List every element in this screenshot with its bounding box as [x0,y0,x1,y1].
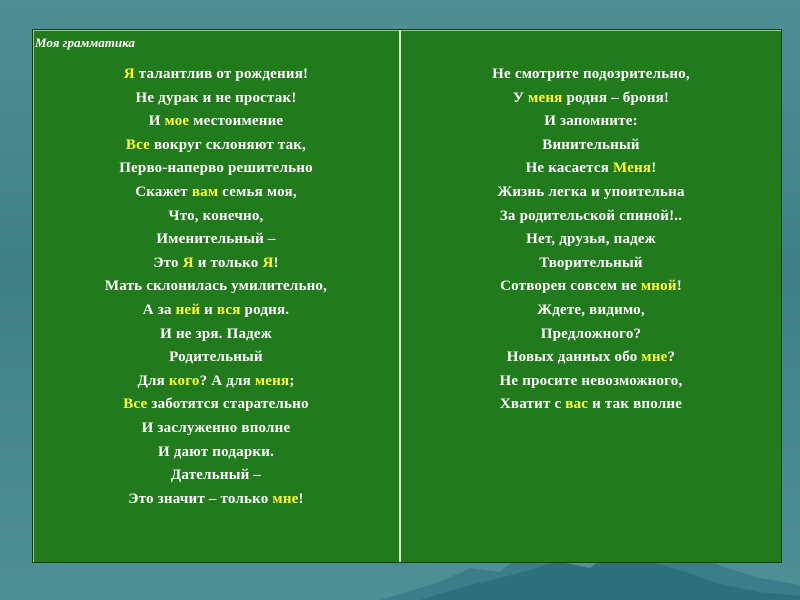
line-text: Не дурак и не простак! [135,89,297,106]
poem-line [33,205,399,229]
highlighted-word: ней [175,301,201,318]
line-text: ; [289,372,295,389]
highlighted-word: Все [125,136,150,153]
line-text: Новых данных обо [506,349,642,366]
poem-line [33,323,399,347]
line-text: Нет, друзья, падеж [526,231,656,248]
poem-line [33,110,399,134]
line-text: Перво-наперво решительно [119,160,313,177]
line-text: талантлив от рождения! [134,66,309,82]
line-text: ? [667,349,676,366]
line-text: И дают подарки. [157,443,275,460]
highlighted-word: Меня [613,160,652,177]
line-text: За родительской спиной!.. [499,207,683,224]
line-text: Творительный [539,254,643,271]
poem-line [33,417,399,441]
poem-line [401,228,781,252]
poem-line [33,370,399,394]
highlighted-word: мной [640,278,677,295]
line-text: Винительный [542,136,640,153]
poem-line [33,393,399,417]
poem-line [401,323,781,347]
poem-heading: Моя грамматика [35,35,135,50]
line-text: и только [193,254,263,271]
line-text: И не зря. Падеж [160,325,272,342]
line-text: ? А для [199,372,255,389]
poem-line [401,252,781,276]
line-text: родня. [240,301,290,318]
line-text: Ждете, видимо, [537,301,645,318]
line-text: вокруг склоняют так, [150,136,307,153]
poem-line [401,275,781,299]
poem-line [33,299,399,323]
poem-line [33,87,399,111]
line-text: ! [651,160,657,177]
poem-line [401,134,781,158]
poem-line [401,299,781,323]
highlighted-word: мне [272,490,299,507]
line-text: И [148,113,165,130]
highlighted-word: мне [641,349,668,366]
poem-line [33,346,399,370]
line-text: и так вполне [588,396,683,413]
line-text: родня – броня! [562,89,670,106]
poem-line [33,252,399,276]
line-text: Не просите невозможного, [499,372,683,389]
line-text: Родительный [169,349,263,366]
poem-line [33,464,399,488]
poem-line [401,110,781,134]
line-text: и [200,301,217,318]
poem-line [33,63,399,87]
highlighted-word: кого [168,372,200,389]
poem-line [33,275,399,299]
poem-line [401,370,781,394]
left-poem-lines [33,63,399,511]
poem-table [32,29,782,563]
line-text: Именительный – [156,231,276,248]
line-text: Скажет [135,183,192,200]
highlighted-word: мое [164,113,190,130]
line-text: ! [676,278,682,295]
poem-line [401,346,781,370]
line-text: Предложного? [540,325,642,342]
highlighted-word: меня [528,89,563,106]
highlighted-word: вам [191,183,219,200]
highlighted-word: вас [565,396,589,413]
line-text: Это значит – только [128,490,273,507]
line-text: заботятся старательно [147,396,309,413]
poem-line [33,157,399,181]
poem-line [33,441,399,465]
poem-line [401,393,781,417]
poem-line [401,181,781,205]
right-column [401,30,781,562]
line-text: Это [153,254,183,271]
poem-line [401,87,781,111]
poem-line [401,157,781,181]
poem-line [33,134,399,158]
highlighted-word: меня [254,372,290,389]
line-text: ! [273,254,279,271]
highlighted-word: Все [123,396,148,413]
line-text: Сотворен совсем не [500,278,641,295]
line-text: Для [137,372,169,389]
line-text: семья моя, [218,183,297,200]
line-text: А за [142,301,176,318]
line-text: У [512,89,529,106]
line-text: ! [298,490,304,507]
line-text: Что, конечно, [168,207,264,224]
line-text: Мать склонилась умилительно, [104,278,328,295]
poem-line [401,63,781,87]
right-poem-lines [401,63,781,417]
poem-line [33,228,399,252]
line-text: И заслуженно вполне [141,419,291,436]
highlighted-word: вся [216,301,241,318]
line-text: Не касается [525,160,614,177]
left-column [33,30,401,562]
poem-line [401,205,781,229]
highlighted-word: Я [262,254,274,271]
highlighted-word: Я [182,254,194,271]
line-text: Не смотрите подозрительно, [492,66,690,82]
line-text: местоимение [189,113,284,130]
line-text: Хватит с [499,396,566,413]
line-text: И запомните: [544,113,638,130]
poem-line [33,488,399,512]
line-text: Дательный – [170,467,262,484]
highlighted-word: Я [123,66,135,82]
line-text: Жизнь легка и упоительна [497,183,685,200]
poem-line [33,181,399,205]
